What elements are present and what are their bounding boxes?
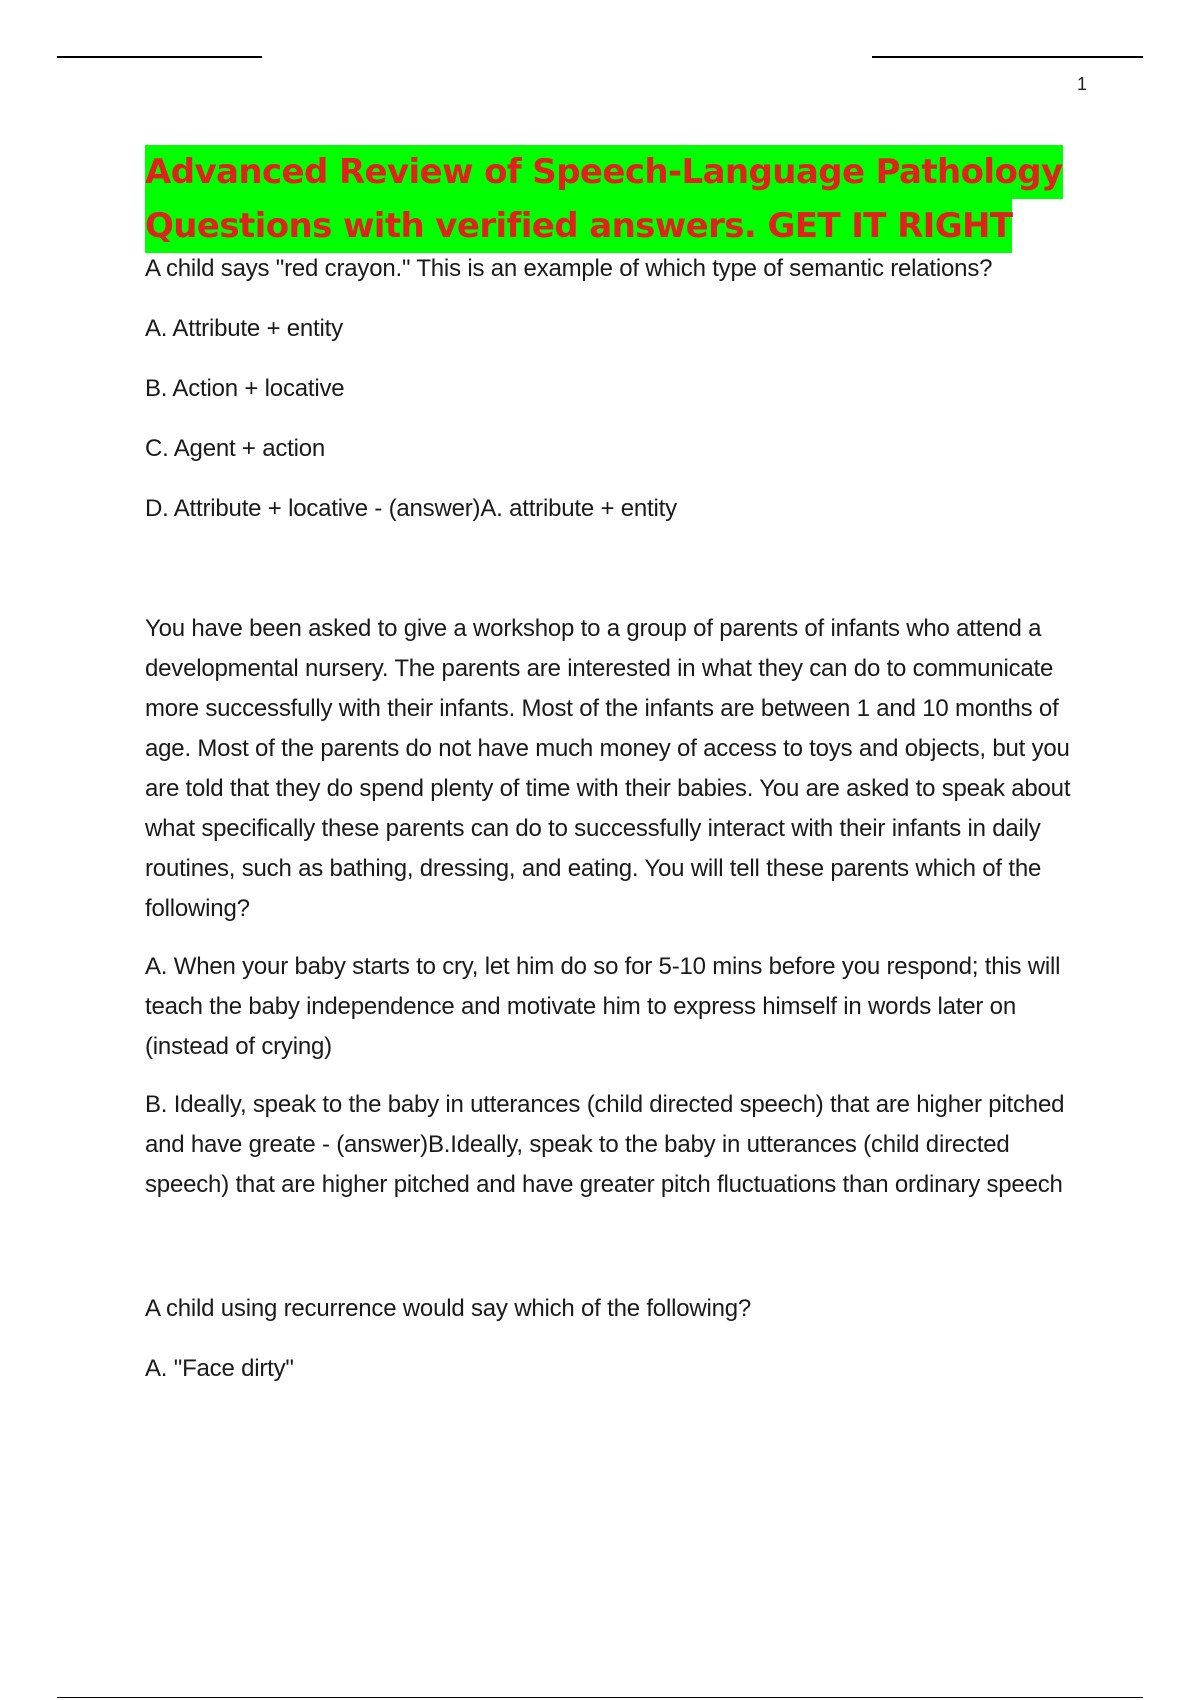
document-body [145, 145, 1090, 1389]
question-1-option-d: D. Attribute + locative - (answer)A. attribute + entity [145, 495, 677, 522]
title-line-2: Questions with verified answers. GET IT RIGHT [145, 199, 1012, 253]
title-line-1: Advanced Review of Speech-Language Pathology [145, 145, 1063, 199]
question-2-option-b: B. Ideally, speak to the baby in utterances (child directed speech) that are higher pitched and have greate - (answer)B.Ideally, speak to the baby in utterances (child directed speech) that are higher pitched and have greater pitch fluctuations than ordinary speech [145, 1091, 1065, 1198]
question-1-option-c: C. Agent + action [145, 435, 326, 462]
question-1-option-b: B. Action + locative [145, 375, 345, 402]
header-rule-left [57, 56, 262, 58]
question-2-stem: You have been asked to give a workshop to a group of parents of infants who attend a developmental nursery. The parents are interested in what they can do to communicate more successfully with their infants. Most of the infants are between 1 and 10 months of age. Most of the parents do not have much money of access to toys and objects, but you are told that they do spend plenty of time with their babies. You are asked to speak about what specifically these parents can do to successfully interact with their infants in daily routines, such as bathing, dressing, and eating. You will tell these parents which of the following? [145, 615, 1071, 922]
question-3-stem: A child using recurrence would say which of the following? [145, 1295, 752, 1322]
question-2 [145, 609, 1090, 1205]
question-1-stem: A child says "red crayon." This is an example of which type of semantic relations? [145, 255, 993, 282]
question-3-option-a: A. "Face dirty" [145, 1355, 294, 1382]
footer-rule [57, 1697, 1143, 1698]
question-1 [145, 249, 1090, 529]
question-1-option-a: A. Attribute + entity [145, 315, 343, 342]
document-title [145, 145, 1090, 253]
page-number: 1 [1076, 74, 1087, 94]
header-rule-right [872, 56, 1143, 58]
question-2-option-a: A. When your baby starts to cry, let him do so for 5-10 mins before you respond; this will teach the baby independence and motivate him to express himself in words later on (instead of crying) [145, 953, 1061, 1060]
question-3 [145, 1289, 1090, 1389]
